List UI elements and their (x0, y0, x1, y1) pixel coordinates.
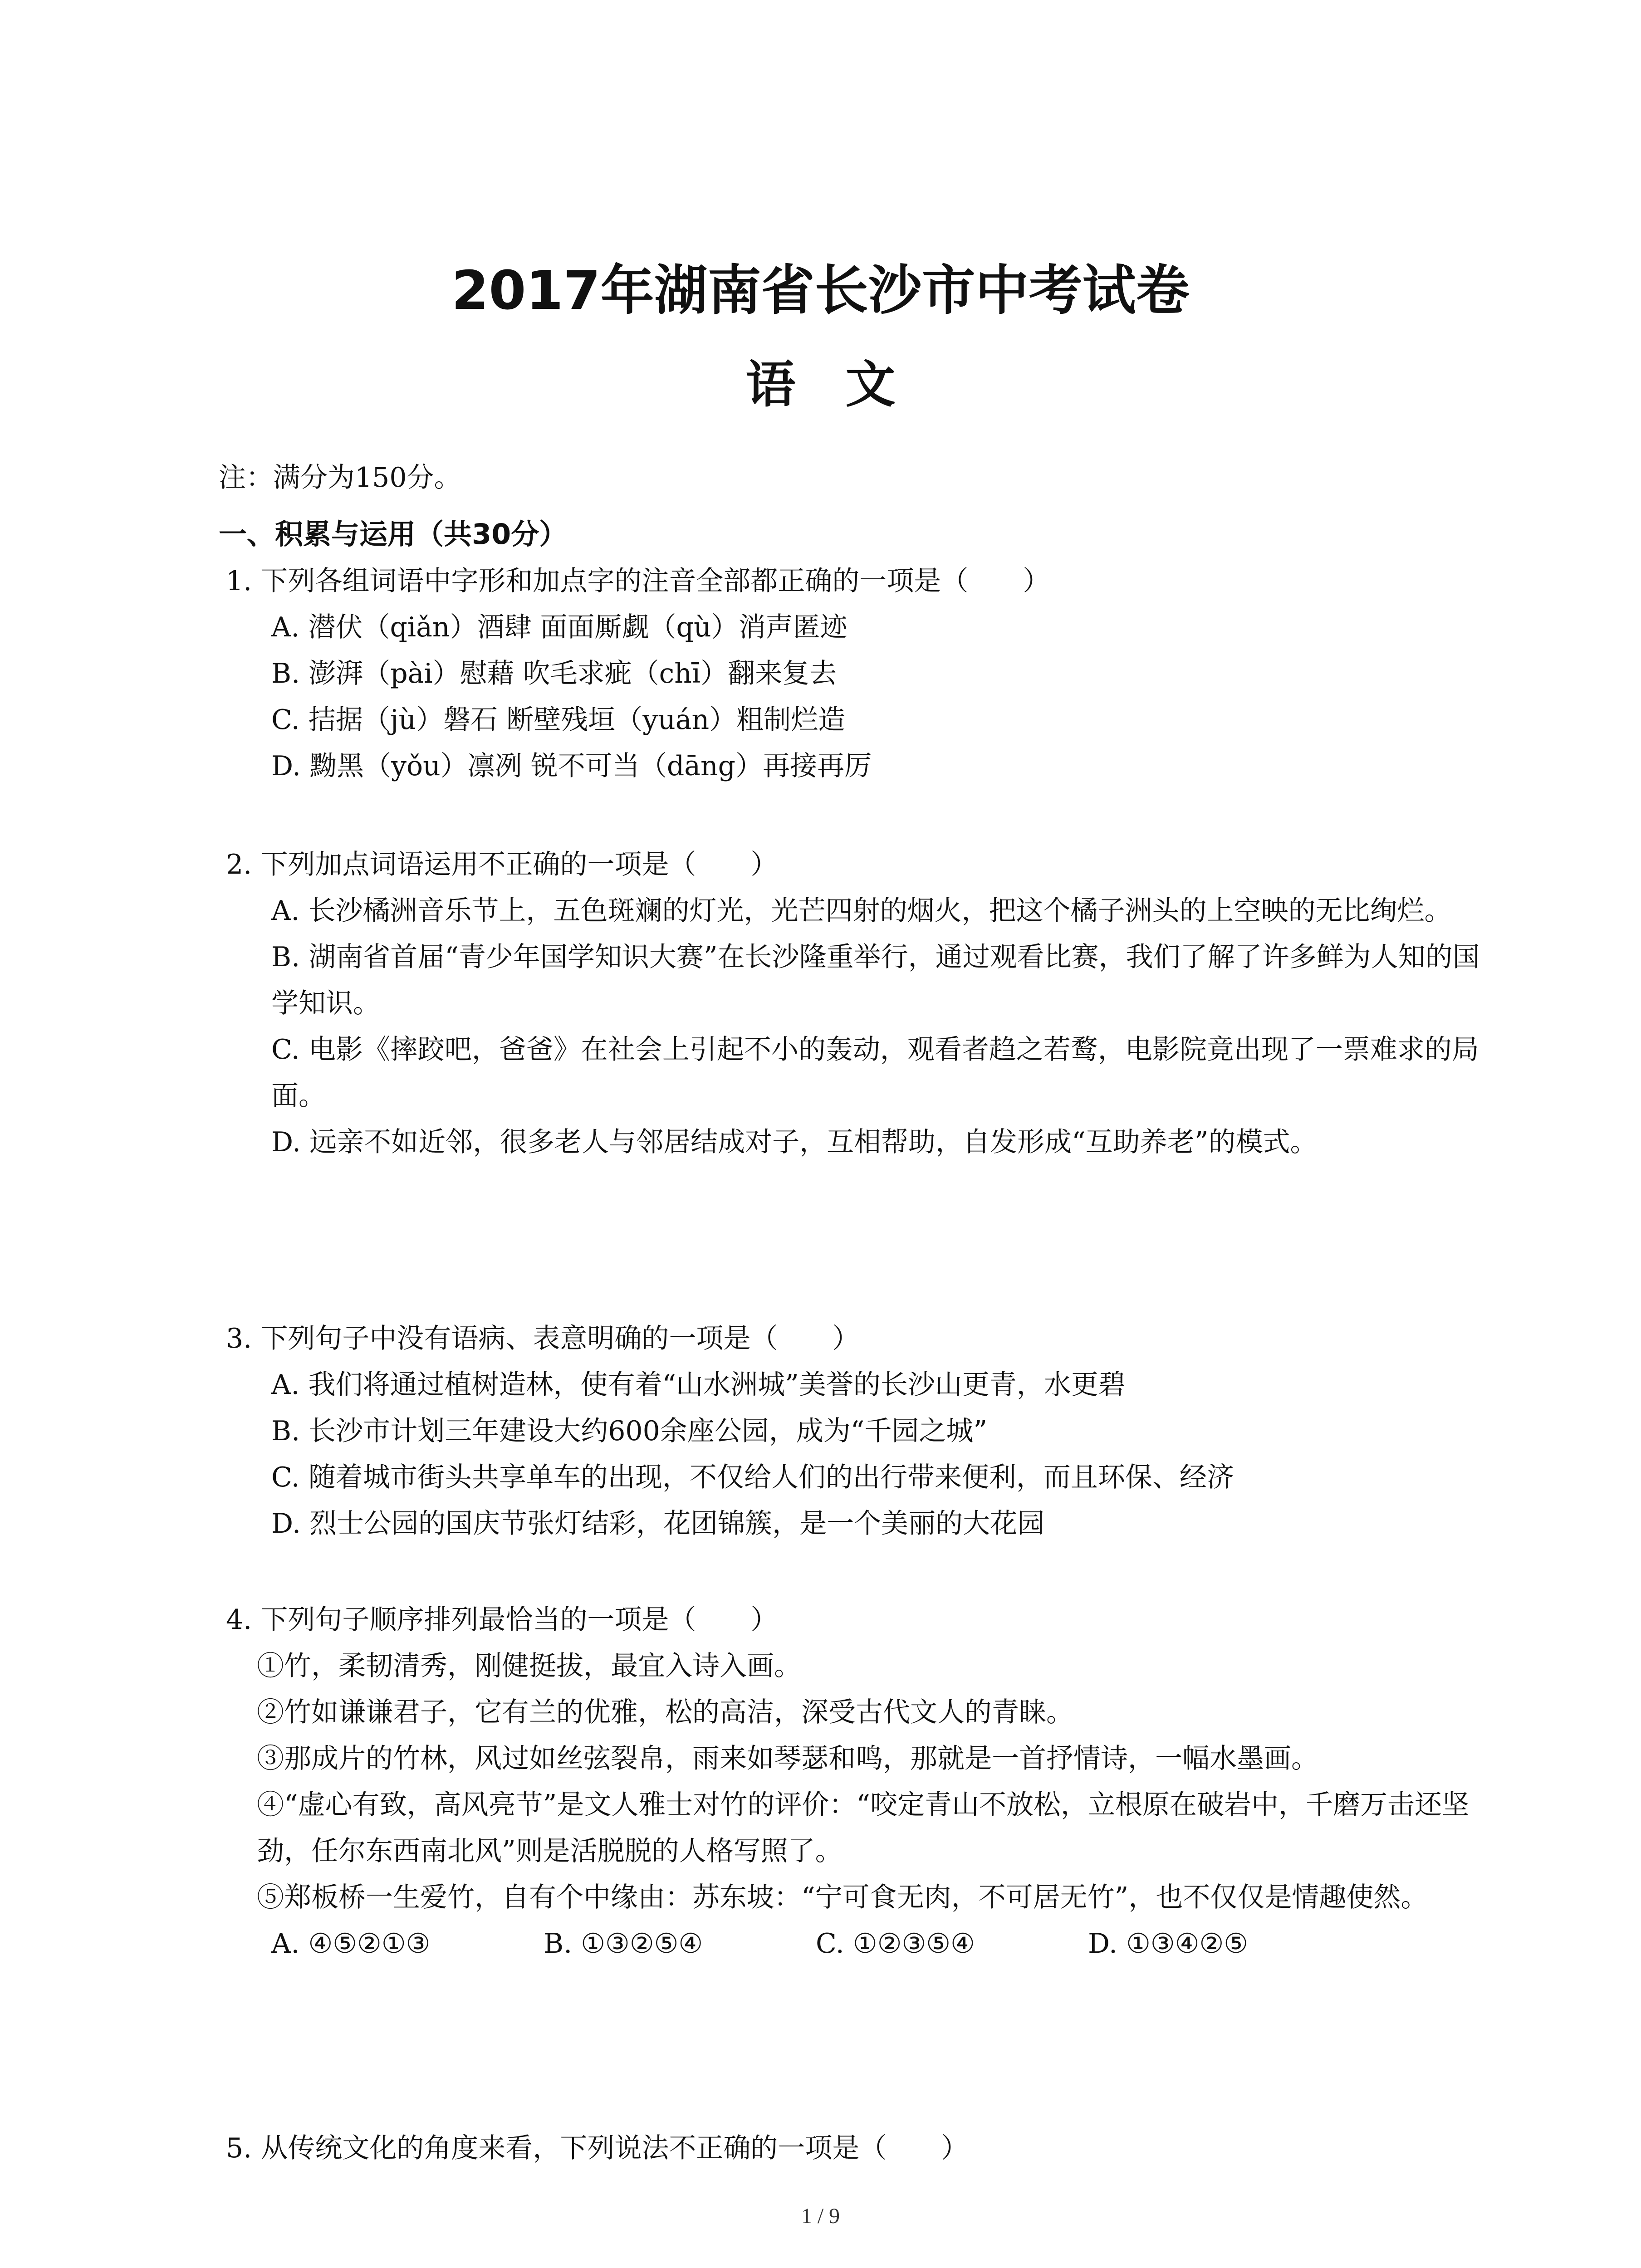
section-heading: 一、积累与运用（共30分） (219, 518, 568, 551)
option-b: B. 澎湃（pài）慰藉 吹毛求疵（chī）翻来复去 (271, 658, 837, 689)
option-b: B. 长沙市计划三年建设大约600余座公园，成为“千园之城” (271, 1415, 988, 1447)
option-c: C. ①②③⑤④ (816, 1928, 975, 1960)
question-stem: 4. 下列句子顺序排列最恰当的一项是（ ） (226, 1604, 778, 1636)
option-b: B. ①③②⑤④ (544, 1928, 703, 1960)
option-list (226, 1362, 1234, 1547)
option-list (226, 604, 1050, 789)
option-d: D. 黝黑（yǒu）凛冽 锐不可当（dāng）再接再厉 (271, 750, 872, 782)
sentence-5: ⑤郑板桥一生爱竹，自有个中缘由：苏东坡：“宁可食无肉，不可居无竹”，也不仅仅是情趣使然。 (257, 1882, 1428, 1913)
option-list (226, 888, 1487, 1165)
question-5 (226, 2125, 968, 2171)
option-list (226, 1921, 1483, 1967)
option-a: A. ④⑤②①③ (271, 1928, 431, 1960)
option-a: A. 潜伏（qiǎn）酒肆 面面厮觑（qù）消声匿迹 (271, 611, 847, 643)
option-d: D. 远亲不如近邻，很多老人与邻居结成对子，互相帮助，自发形成“互助养老”的模式。 (271, 1126, 1318, 1158)
sentence-4: ④“虚心有致，高风亮节”是文人雅士对竹的评价：“咬定青山不放松，立根原在破岩中，千磨万击还坚劲，任尔东西南北风”则是活脱脱的人格写照了。 (257, 1789, 1470, 1867)
question-stem: 1. 下列各组词语中字形和加点字的注音全部都正确的一项是（ ） (226, 565, 1050, 597)
score-note: 注：满分为150分。 (219, 462, 461, 494)
option-a: A. 长沙橘洲音乐节上，五色斑斓的灯光，光芒四射的烟火，把这个橘子洲头的上空映的无比绚烂。 (271, 895, 1452, 927)
option-b: B. 湖南省首届“青少年国学知识大赛”在长沙隆重举行，通过观看比赛，我们了解了许多鲜为人知的国学知识。 (271, 941, 1480, 1019)
question-stem: 5. 从传统文化的角度来看，下列说法不正确的一项是（ ） (226, 2132, 969, 2164)
question-2 (226, 841, 1487, 1165)
option-a: A. 我们将通过植树造林，使有着“山水洲城”美誉的长沙山更青，水更碧 (271, 1369, 1126, 1401)
option-c: C. 拮据（jù）磐石 断壁残垣（yuán）粗制烂造 (271, 704, 846, 736)
question-1 (226, 558, 1050, 789)
page-number: 1 / 9 (801, 2204, 840, 2228)
option-c: C. 随着城市街头共享单车的出现，不仅给人们的出行带来便利，而且环保、经济 (271, 1461, 1234, 1493)
question-stem: 3. 下列句子中没有语病、表意明确的一项是（ ） (226, 1323, 860, 1354)
question-3 (226, 1315, 1234, 1547)
option-c: C. 电影《摔跤吧，爸爸》在社会上引起不小的轰动，观看者趋之若鹜，电影院竟出现了一票难求的局面。 (271, 1034, 1479, 1112)
sentence-3: ③那成片的竹林，风过如丝弦裂帛，雨来如琴瑟和鸣，那就是一首抒情诗，一幅水墨画。 (257, 1743, 1318, 1774)
question-stem: 2. 下列加点词语运用不正确的一项是（ ） (226, 849, 778, 880)
sentence-1: ①竹，柔韧清秀，刚健挺拔，最宜入诗入画。 (257, 1650, 801, 1682)
document-title: 2017年湖南省长沙市中考试卷 (451, 259, 1190, 322)
question-4 (226, 1597, 1483, 1967)
option-d: D. 烈士公园的国庆节张灯结彩，花团锦簇，是一个美丽的大花园 (271, 1508, 1045, 1540)
sentence-2: ②竹如谦谦君子，它有兰的优雅，松的高洁，深受古代文人的青睐。 (257, 1696, 1073, 1728)
document-subject: 语 文 (745, 356, 896, 414)
option-d: D. ①③④②⑤ (1088, 1928, 1249, 1960)
